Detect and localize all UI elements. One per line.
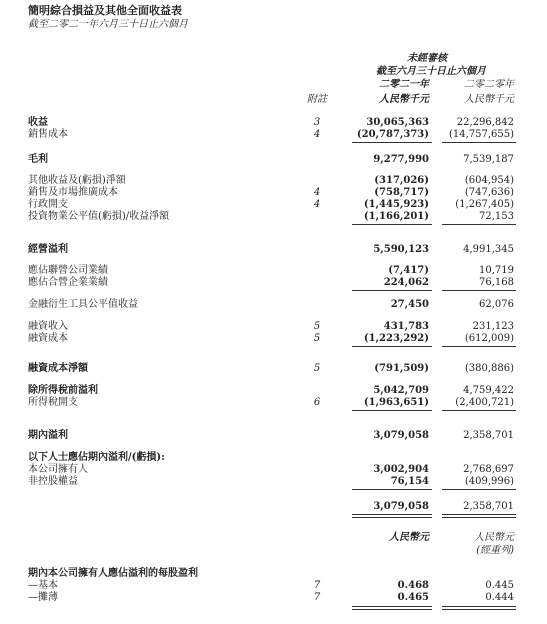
row-value-2020: (2,400,721) (455, 397, 514, 408)
eps-heading: 期內本公司擁有人應佔溢利的每股盈利 (28, 568, 198, 579)
eps-diluted-2020: 0.444 (485, 592, 514, 603)
row-value-2020: (1,267,405) (455, 199, 514, 210)
underline-2020 (442, 489, 516, 490)
row-value-2021: (758,717) (374, 187, 429, 198)
unit-2020-header: 人民幣千元 (464, 94, 514, 105)
row-value-2021: (317,026) (374, 175, 429, 186)
double-underline-2021 (352, 514, 432, 518)
row-label: 投資物業公平值(虧損)/收益淨額 (28, 211, 170, 222)
row-label: 本公司擁有人 (28, 464, 88, 475)
row-value-2020: 4,759,422 (463, 385, 514, 396)
row-value-2021: 5,042,709 (373, 385, 429, 396)
period-header: 截至六月三十日止六個月 (376, 66, 486, 77)
eps-basic-label: —基本 (28, 580, 58, 591)
year-2021-header: 二零二一年 (379, 79, 429, 90)
row-value-2020: 7,539,187 (463, 154, 514, 165)
row-value-2020: (604,954) (464, 175, 514, 186)
underline-2020 (442, 142, 516, 143)
row-value-2020: 4,991,345 (463, 244, 514, 255)
row-value-2020: (747,636) (464, 187, 514, 198)
note-column-header: 附註 (307, 94, 327, 105)
row-value-2021: (1,223,292) (363, 333, 429, 344)
eps-double-underline-2021 (352, 606, 432, 610)
row-value-2021: (1,963,651) (363, 397, 429, 408)
row-value-2021: 3,079,058 (373, 501, 429, 512)
row-value-2020: 10,719 (479, 265, 514, 276)
underline-2020 (442, 224, 516, 225)
row-label: 金融衍生工具公平值收益 (28, 299, 138, 310)
row-value-2021: (20,787,373) (356, 129, 429, 140)
row-value-2020: (612,009) (464, 333, 514, 344)
row-label: 以下人士應佔期內溢利/(虧損): (28, 452, 165, 463)
year-2020-header: 二零二零年 (464, 79, 514, 90)
underline-2020 (442, 346, 516, 347)
row-value-2021: (7,417) (388, 265, 429, 276)
underline-2021 (352, 290, 432, 291)
row-value-2020: 2,768,697 (463, 464, 514, 475)
row-value-2021: (1,445,923) (363, 199, 429, 210)
statement-subtitle: 截至二零二一年六月三十日止六個月 (28, 19, 188, 30)
row-label: 行政開支 (28, 199, 68, 210)
row-value-2021: (791,509) (374, 363, 429, 374)
eps-unit-2020: 人民幣元 (474, 532, 514, 543)
row-value-2021: 3,002,904 (373, 464, 429, 475)
row-label: 銷售成本 (28, 129, 68, 140)
unit-2021-header: 人民幣千元 (379, 94, 429, 105)
row-label: 經營溢利 (28, 244, 68, 255)
row-label: 融資成本 (28, 333, 68, 344)
underline-2021 (352, 489, 432, 490)
eps-basic-2021: 0.468 (397, 580, 429, 591)
row-label: 除所得稅前溢利 (28, 385, 98, 396)
row-value-2021: 431,783 (383, 321, 429, 332)
row-note: 6 (313, 397, 321, 408)
row-label: 收益 (28, 117, 48, 128)
row-value-2021: (1,166,201) (363, 211, 429, 222)
row-value-2020: 22,296,842 (456, 117, 514, 128)
eps-double-underline-2020 (442, 606, 516, 610)
row-label: 期內溢利 (28, 430, 68, 441)
row-label: 非控股權益 (28, 476, 78, 487)
row-value-2021: 224,062 (383, 277, 429, 288)
eps-basic-2020: 0.445 (485, 580, 514, 591)
underline-2020 (442, 410, 516, 411)
row-note: 3 (313, 117, 321, 128)
row-value-2021: 30,065,363 (366, 117, 429, 128)
row-label: 其他收益及(虧損)淨額 (28, 175, 126, 186)
row-note: 5 (313, 321, 321, 332)
row-note: 5 (313, 333, 321, 344)
row-label: 應佔聯營公司業績 (28, 265, 108, 276)
row-label: 所得稅開支 (28, 397, 78, 408)
row-note: 4 (313, 187, 321, 198)
row-label: 毛利 (28, 154, 48, 165)
statement-title: 簡明綜合損益及其他全面收益表 (28, 4, 182, 17)
row-value-2021: 27,450 (390, 299, 429, 310)
row-value-2020: 231,123 (472, 321, 514, 332)
double-underline-2020 (442, 514, 516, 518)
eps-restated-label: (經重列) (476, 545, 514, 556)
row-value-2020: (14,757,655) (448, 129, 514, 140)
row-value-2020: (380,886) (464, 363, 514, 374)
row-note: 4 (313, 199, 321, 210)
row-value-2020: 2,358,701 (463, 501, 514, 512)
eps-diluted-label: —攤薄 (28, 592, 58, 603)
underline-2020 (442, 290, 516, 291)
row-value-2020: 2,358,701 (463, 430, 514, 441)
row-value-2021: 3,079,058 (373, 430, 429, 441)
eps-diluted-2021: 0.465 (397, 592, 429, 603)
underline-2021 (352, 224, 432, 225)
row-label: 應佔合營企業業績 (28, 277, 108, 288)
row-value-2020: 72,153 (479, 211, 514, 222)
row-note: 4 (313, 129, 321, 140)
eps-diluted-note: 7 (313, 592, 321, 603)
row-value-2021: 9,277,990 (373, 154, 429, 165)
eps-unit-2021: 人民幣元 (389, 532, 429, 543)
row-label: 融資收入 (28, 321, 68, 332)
row-value-2021: 76,154 (390, 476, 429, 487)
row-value-2020: 62,076 (479, 299, 514, 310)
row-value-2021: 5,590,123 (373, 244, 429, 255)
underline-2021 (352, 142, 432, 143)
eps-basic-note: 7 (313, 580, 321, 591)
unaudited-header: 未經審核 (407, 53, 447, 64)
underline-2021 (352, 410, 432, 411)
row-label: 融資成本淨額 (28, 363, 88, 374)
row-label: 銷售及市場推廣成本 (28, 187, 118, 198)
row-value-2020: (409,996) (464, 476, 514, 487)
underline-2021 (352, 346, 432, 347)
row-value-2020: 76,168 (479, 277, 514, 288)
row-note: 5 (313, 363, 321, 374)
